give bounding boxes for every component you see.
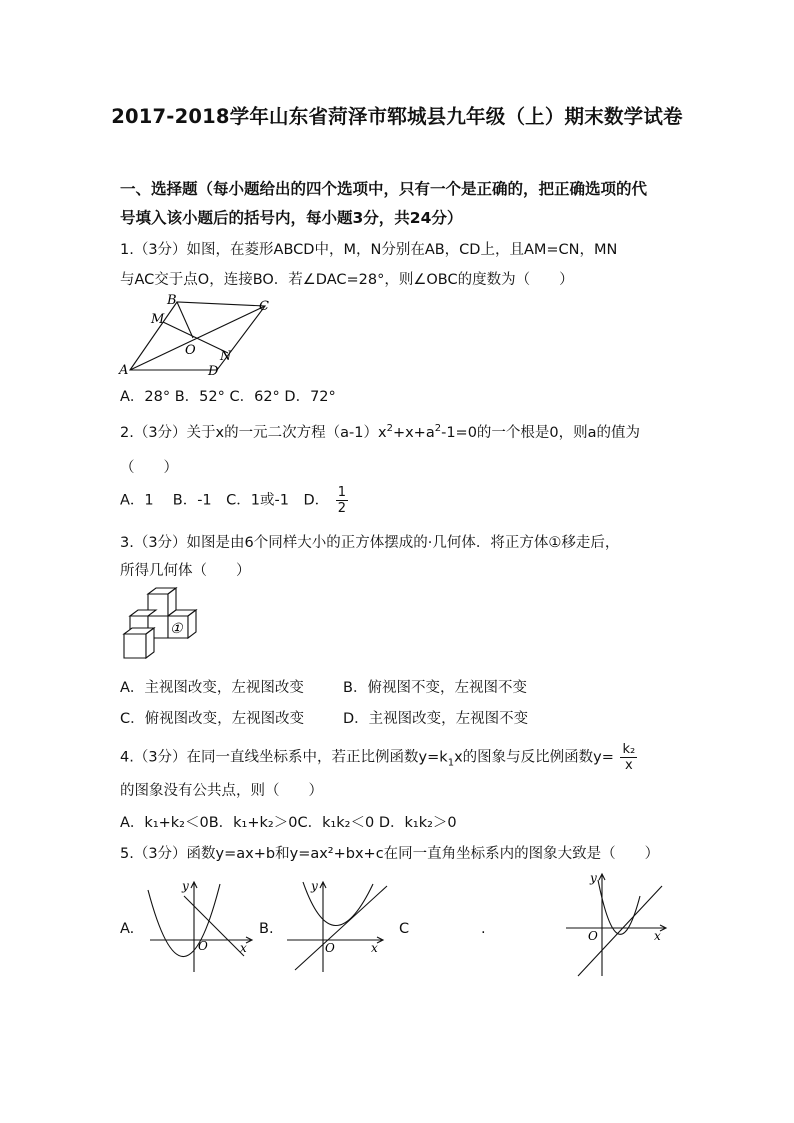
q3-optC: C．俯视图改变，左视图改变 [120,711,305,727]
q3-optA: A．主视图改变，左视图改变 [120,680,304,696]
q5-line1: 5.（3分）函数y=ax+b和y=ax²+bx+c在同一直角坐标系内的图象大致是（ ） [120,846,660,862]
cube-1-label: ① [170,621,183,637]
q1-options: A．28° B．52° C．62° D．72° [120,389,336,405]
q4-fraction: $\frac{\text{k₂}}{x}$ [622,742,636,773]
q2-line1: 2.（3分）关于x的一元二次方程$(a-1)x^2+x+a^2-1=0$的一个根是0，则a的值为 [120,423,641,441]
q3-optB: B．俯视图不变，左视图不变 [343,680,527,696]
label-M: M [151,312,165,327]
svg-text:y: y [311,879,318,893]
q2-fraction: $\frac{1}{2}$ [337,485,347,516]
q5-label-B: B. [259,921,274,937]
svg-text:O: O [588,929,598,943]
svg-text:O: O [198,939,208,953]
label-O: O [185,343,196,358]
q5-graph-A [140,876,258,976]
svg-text:O: O [325,941,335,955]
label-N: N [220,349,232,364]
svg-text:x: x [240,941,247,955]
q1-line1: 1.（3分）如图，在菱形ABCD中，M，N分别在AB，CD上，且AM=CN，MN [120,242,618,258]
q1-rhombus-figure [115,292,275,378]
q4-line1: 4.（3分）在同一直线坐标系中，若正比例函数$y=k_1x$的图象与反比例函数y= $\frac{\text{k₂}}{x}$ [120,742,636,773]
q3-line2: 所得几何体（ ） [120,563,251,579]
q1-line2: 与AC交于点O，连接BO．若∠DAC=28°，则∠OBC的度数为（ ） [120,272,574,288]
q2-line2: （ ） [120,460,178,476]
label-A: A [119,363,129,378]
svg-text:y: y [590,871,597,885]
q5-graph-D [562,868,672,980]
q3-optD: D．主视图改变，左视图不变 [343,711,529,727]
label-D: D [208,364,219,378]
q4-line2: 的图象没有公共点，则（ ） [120,783,323,799]
q3-cube-figure [116,586,206,666]
q5-label-dot: . [481,921,486,937]
section-heading-line1: 一、选择题（每小题给出的四个选项中，只有一个是正确的，把正确选项的代 [120,180,648,198]
svg-text:y: y [182,879,189,893]
svg-text:x: x [654,929,661,943]
q5-label-A: A. [120,921,135,937]
q3-line1: 3.（3分）如图是由6个同样大小的正方体摆成的·几何体．将正方体①移走后， [120,535,620,551]
label-C: C [259,299,269,314]
svg-text:x: x [371,941,378,955]
label-B: B [167,293,177,308]
section-heading-line2: 号填入该小题后的括号内，每小题3分，共24分） [120,209,463,227]
q2-options: A．1 B．-1 C．1或-1 D． $\frac{1}{2}$ [120,485,347,516]
q5-label-C: C [399,921,410,937]
q5-graph-B [283,876,389,976]
q4-options: A．k₁+k₂＜0B．k₁+k₂＞0C．k₁k₂＜0 D．k₁k₂＞0 [120,815,457,831]
page-title: 2017-2018学年山东省菏泽市郓城县九年级（上）期末数学试卷 [111,105,683,128]
